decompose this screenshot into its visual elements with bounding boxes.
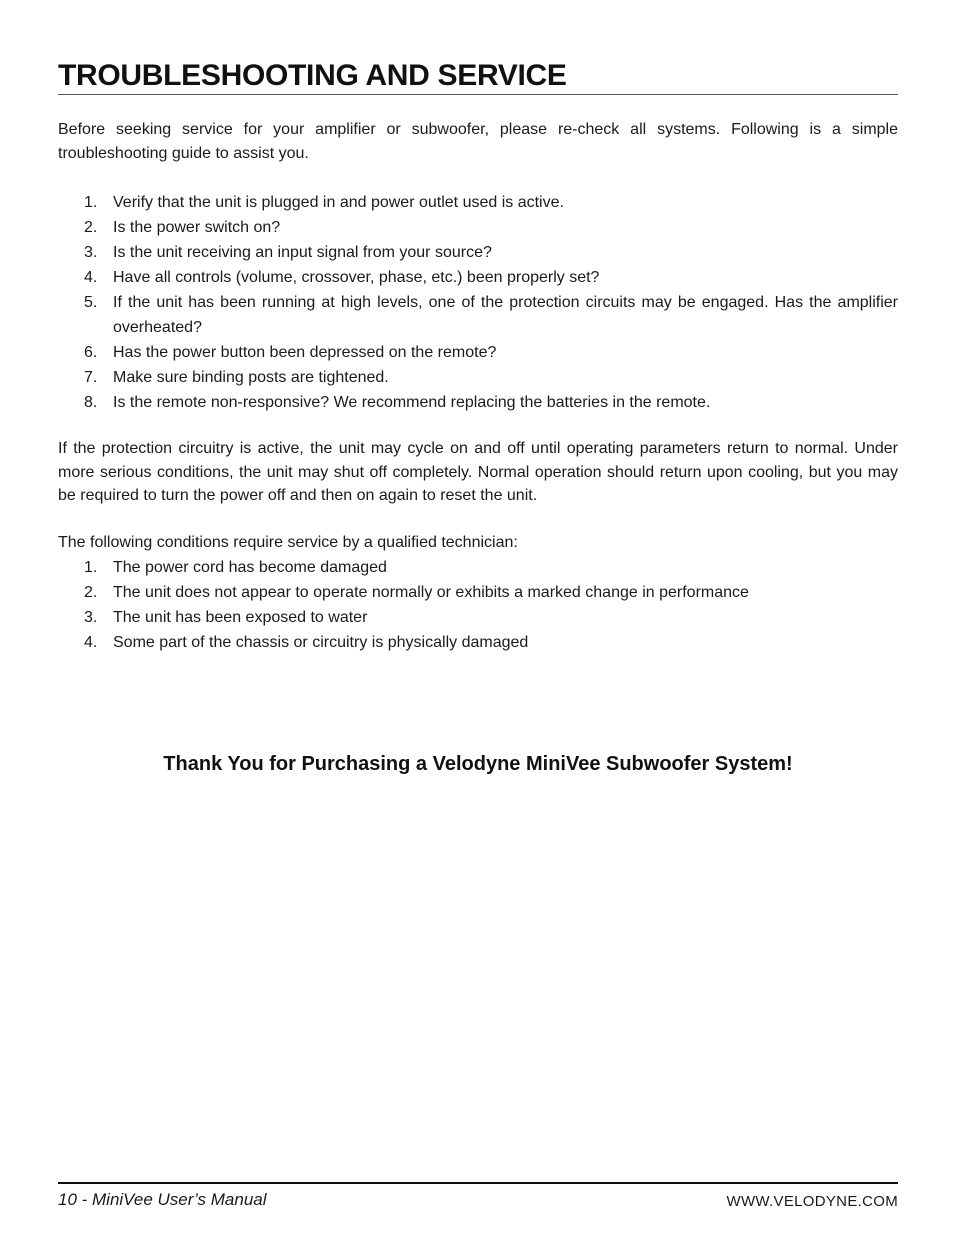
list-item [58,630,898,655]
list-item [58,390,898,415]
list-text: Has the power button been depressed on the remote? [113,344,497,361]
list-text: Some part of the chassis or circuitry is physically damaged [113,634,529,651]
list-item [58,340,898,365]
footer-page-label: 10 - MiniVee User’s Manual [58,1190,267,1209]
list-number: 7. [84,369,98,386]
list-item [58,555,898,580]
list-text: Have all controls (volume, crossover, phase, etc.) been properly set? [113,269,600,286]
list-number: 1. [84,194,98,211]
list-number: 5. [84,294,98,311]
list-item [58,365,898,390]
list-text: Make sure binding posts are tightened. [113,369,389,386]
footer-website: WWW.VELODYNE.COM [726,1193,898,1210]
list-text: Verify that the unit is plugged in and power outlet used is active. [113,194,564,211]
list-text: Is the remote non-responsive? We recommend replacing the batteries in the remote. [113,394,711,411]
list-item [58,215,898,240]
service-intro: The following conditions require service by a qualified technician: [58,534,518,551]
footer-divider [58,1182,898,1184]
list-text: Is the unit receiving an input signal from your source? [113,244,492,261]
list-text: If the unit has been running at high levels, one of the protection circuits may be engaged. Has the amplifier overheated? [113,294,898,336]
list-item [58,240,898,265]
list-number: 3. [84,244,98,261]
list-number: 2. [84,219,98,236]
list-number: 6. [84,344,98,361]
list-item [58,580,898,605]
list-number: 4. [84,634,98,651]
list-item [58,265,898,290]
list-number: 4. [84,269,98,286]
troubleshooting-checklist [58,190,898,415]
list-text: The unit does not appear to operate normally or exhibits a marked change in performance [113,584,749,601]
intro-paragraph: Before seeking service for your amplifier or subwoofer, please re-check all systems. Following is a simple troubleshooting guide to assist you. [58,121,898,162]
list-number: 2. [84,584,98,601]
list-text: The unit has been exposed to water [113,609,368,626]
page-title: TROUBLESHOOTING AND SERVICE [58,58,898,95]
thank-you-message: Thank You for Purchasing a Velodyne MiniVee Subwoofer System! [163,753,793,775]
list-item [58,605,898,630]
list-item [58,290,898,340]
protection-paragraph: If the protection circuitry is active, the unit may cycle on and off until operating parameters return to normal. Under more serious conditions, the unit may shut off completely. Normal operation should return upon cooling, but you may be required to turn the power off and then on again to reset the unit. [58,440,898,504]
service-conditions-list [58,555,898,655]
list-text: The power cord has become damaged [113,559,387,576]
list-text: Is the power switch on? [113,219,281,236]
list-number: 3. [84,609,98,626]
list-number: 1. [84,559,98,576]
list-item [58,190,898,215]
list-number: 8. [84,394,98,411]
manual-page [58,0,898,1235]
